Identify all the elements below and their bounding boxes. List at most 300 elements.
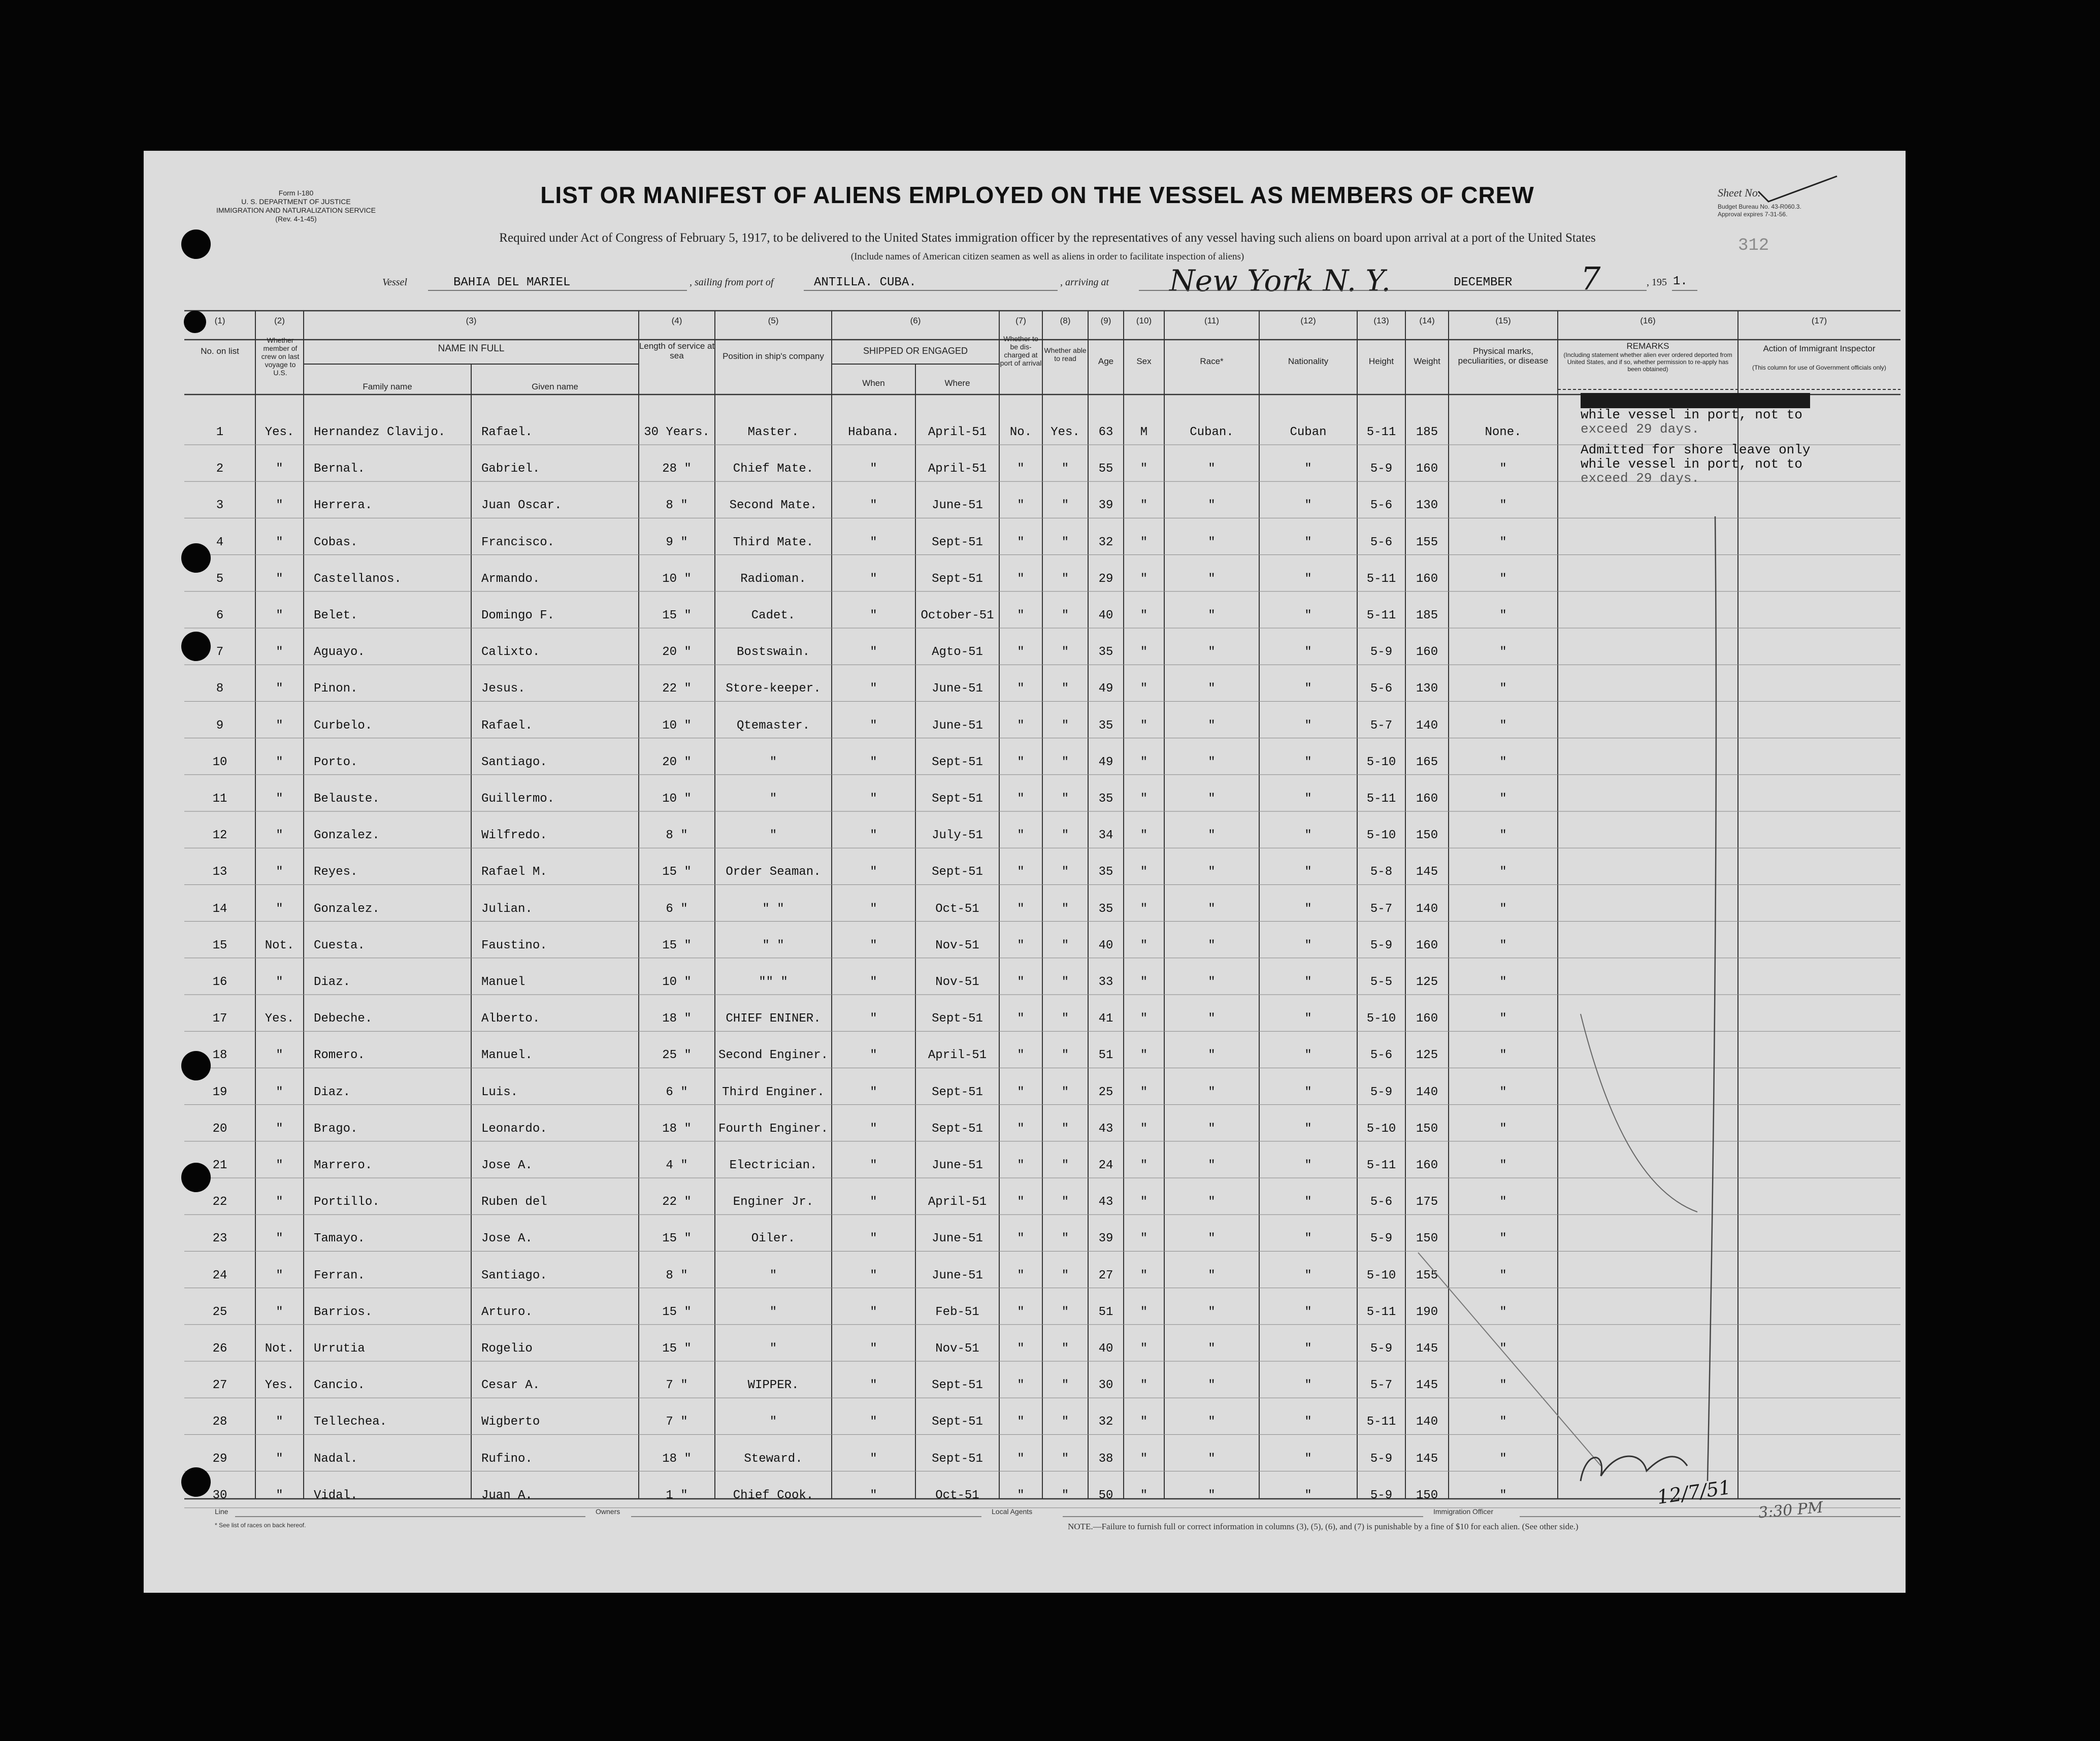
cell-weight: 165 <box>1416 755 1438 769</box>
remark-row1-line1: Admitted for shore leave only <box>1581 393 1811 408</box>
cell-family: Cuesta. <box>314 938 365 952</box>
cell-read: " <box>1061 499 1069 513</box>
cell-service: 8 " <box>666 829 688 843</box>
cell-weight: 130 <box>1416 499 1438 513</box>
binder-hole <box>184 311 206 333</box>
cell-nat: " <box>1304 1342 1312 1356</box>
cell-weight: 160 <box>1416 645 1438 660</box>
cell-age: 32 <box>1098 1415 1113 1429</box>
cell-age: 40 <box>1098 938 1113 952</box>
cell-where: April-51 <box>928 1048 987 1063</box>
cell-family: Pinon. <box>314 682 358 696</box>
cell-when: " <box>870 865 877 879</box>
cell-marks: " <box>1499 1452 1507 1466</box>
cell-disch: " <box>1017 462 1025 476</box>
cell-disch: No. <box>1009 425 1032 439</box>
cell-service: 20 " <box>662 755 692 769</box>
cell-sex: " <box>1140 975 1148 989</box>
cell-last: " <box>276 682 283 696</box>
cell-height: 5-6 <box>1370 1048 1393 1063</box>
cell-family: Vidal. <box>314 1488 358 1502</box>
cell-where: Sept-51 <box>932 1452 983 1466</box>
cell-age: 35 <box>1098 718 1113 733</box>
cell-when: " <box>870 1048 877 1063</box>
cell-sex: " <box>1140 1159 1148 1172</box>
cell-nat: " <box>1304 975 1312 989</box>
cell-disch: " <box>1017 865 1025 879</box>
cell-read: " <box>1061 682 1069 696</box>
cell-weight: 160 <box>1416 462 1438 476</box>
cell-disch: " <box>1017 1268 1025 1283</box>
year-suffix: 1. <box>1673 275 1688 288</box>
cell-disch: " <box>1017 572 1025 586</box>
cell-nat: " <box>1304 1048 1312 1063</box>
cell-marks: " <box>1499 718 1507 733</box>
remark-row2-line2: while vessel in port, not to <box>1581 456 1802 472</box>
cell-where: Sept-51 <box>932 1122 983 1136</box>
cell-weight: 140 <box>1416 1085 1438 1099</box>
cell-last: " <box>276 499 283 513</box>
cell-disch: " <box>1017 1232 1025 1246</box>
cell-marks: " <box>1499 1268 1507 1283</box>
cell-last: Yes. <box>265 1378 294 1393</box>
cell-no: 19 <box>212 1085 227 1099</box>
col16-header: REMARKS <box>1626 341 1669 351</box>
cell-nat: " <box>1304 938 1312 952</box>
cell-no: 2 <box>216 462 224 476</box>
cell-nat: " <box>1304 865 1312 879</box>
cell-given: Jose A. <box>481 1232 533 1246</box>
cell-last: Yes. <box>265 1012 294 1026</box>
cell-given: Leonardo. <box>481 1122 547 1136</box>
column-number: (7) <box>1015 316 1026 325</box>
binder-hole <box>181 229 211 259</box>
cell-position: WIPPER. <box>747 1378 799 1393</box>
cell-given: Jesus. <box>481 682 526 696</box>
cell-sex: " <box>1140 755 1148 769</box>
cell-when: " <box>870 792 877 806</box>
cell-no: 12 <box>212 829 227 843</box>
column-number: (11) <box>1204 316 1219 325</box>
cell-marks: " <box>1499 1159 1507 1172</box>
cell-nat: " <box>1304 1378 1312 1393</box>
cell-when: " <box>870 1415 877 1429</box>
cell-last: " <box>276 609 283 622</box>
cell-weight: 160 <box>1416 1012 1438 1026</box>
cell-nat: " <box>1304 1305 1312 1319</box>
cell-weight: 145 <box>1416 1342 1438 1356</box>
cell-where: June-51 <box>932 682 983 696</box>
cell-sex: " <box>1140 499 1148 513</box>
cell-disch: " <box>1017 902 1025 916</box>
cell-sex: " <box>1140 682 1148 696</box>
cell-last: Not. <box>265 938 294 952</box>
sheet-number-label: Sheet No. <box>1718 186 1761 199</box>
cell-given: Francisco. <box>481 535 555 549</box>
cell-given: Arturo. <box>481 1305 533 1319</box>
cell-age: 25 <box>1098 1085 1113 1099</box>
cell-given: Wilfredo. <box>481 829 547 843</box>
cell-no: 21 <box>212 1159 227 1172</box>
cell-disch: " <box>1017 1415 1025 1429</box>
cell-given: Santiago. <box>481 1268 547 1283</box>
col12-header: Nationality <box>1288 356 1329 366</box>
cell-given: Domingo F. <box>481 609 555 622</box>
cell-position: Second Enginer. <box>718 1048 829 1063</box>
penalty-note: NOTE.—Failure to furnish full or correct information in columns (3), (5), (6), and (7) is punishable by a fine of $10 for each alien. (See other side.) <box>1068 1522 1579 1531</box>
cell-read: " <box>1061 535 1069 549</box>
cell-race: " <box>1208 1268 1216 1283</box>
cell-race: " <box>1208 902 1216 916</box>
column-number: (17) <box>1811 316 1827 325</box>
cell-nat: " <box>1304 1415 1312 1429</box>
remark-row2-line3: exceed 29 days. <box>1581 471 1700 486</box>
cell-given: Santiago. <box>481 755 547 769</box>
cell-sex: " <box>1140 645 1148 660</box>
cell-height: 5-11 <box>1366 425 1396 439</box>
cell-last: " <box>276 902 283 916</box>
cell-last: " <box>276 865 283 879</box>
cell-last: " <box>276 1415 283 1429</box>
cell-service: 8 " <box>666 1268 688 1283</box>
cell-age: 35 <box>1098 645 1113 660</box>
cell-family: Tellechea. <box>314 1415 387 1429</box>
binder-hole <box>181 1163 211 1192</box>
cell-weight: 150 <box>1416 1122 1438 1136</box>
cell-read: " <box>1061 462 1069 476</box>
cell-nat: " <box>1304 1488 1312 1502</box>
cell-family: Gonzalez. <box>314 902 380 916</box>
arriving-port: New York N. Y. <box>1169 264 1391 298</box>
cell-position: " <box>769 829 777 843</box>
cell-disch: " <box>1017 1159 1025 1172</box>
cell-position: Master. <box>747 425 799 439</box>
cell-race: " <box>1208 829 1216 843</box>
cell-service: 30 Years. <box>644 425 710 439</box>
cell-height: 5-9 <box>1370 645 1393 660</box>
cell-nat: " <box>1304 572 1312 586</box>
cell-given: Manuel. <box>481 1048 533 1063</box>
vessel-name: BAHIA DEL MARIEL <box>453 276 571 289</box>
cell-position: Store-keeper. <box>726 682 821 696</box>
cell-height: 5-10 <box>1366 1268 1396 1283</box>
cell-race: " <box>1208 938 1216 952</box>
cell-weight: 150 <box>1416 1232 1438 1246</box>
cell-age: 49 <box>1098 755 1113 769</box>
cell-disch: " <box>1017 499 1025 513</box>
cell-when: " <box>870 1159 877 1172</box>
cell-sex: " <box>1140 609 1148 622</box>
cell-height: 5-10 <box>1366 755 1396 769</box>
cell-where: Sept-51 <box>932 865 983 879</box>
cell-given: Rafael. <box>481 425 533 439</box>
cell-height: 5-6 <box>1370 499 1393 513</box>
cell-marks: " <box>1499 755 1507 769</box>
cell-marks: " <box>1499 1048 1507 1063</box>
cell-family: Castellanos. <box>314 572 402 586</box>
cell-age: 49 <box>1098 682 1113 696</box>
cell-family: Belet. <box>314 609 358 622</box>
col14-header: Weight <box>1414 356 1440 366</box>
cell-family: Portillo. <box>314 1195 380 1209</box>
cell-no: 20 <box>212 1122 227 1136</box>
column-number: (9) <box>1100 316 1111 325</box>
cell-when: " <box>870 609 877 622</box>
cell-weight: 185 <box>1416 425 1438 439</box>
cell-height: 5-11 <box>1366 792 1396 806</box>
footer-line-label: Line <box>215 1507 228 1516</box>
column-number: (2) <box>274 316 285 325</box>
cell-race: " <box>1208 1488 1216 1502</box>
cell-read: " <box>1061 1085 1069 1099</box>
cell-service: 15 " <box>662 1232 692 1246</box>
cell-no: 8 <box>216 682 224 696</box>
cell-weight: 125 <box>1416 975 1438 989</box>
cell-where: Nov-51 <box>935 938 979 952</box>
cell-height: 5-11 <box>1366 572 1396 586</box>
cell-service: 15 " <box>662 938 692 952</box>
cell-height: 5-6 <box>1370 535 1393 549</box>
binder-hole <box>181 632 211 661</box>
cell-last: " <box>276 792 283 806</box>
cell-race: " <box>1208 792 1216 806</box>
cell-sex: " <box>1140 1415 1148 1429</box>
cell-read: " <box>1061 1122 1069 1136</box>
sailing-port: ANTILLA. CUBA. <box>814 276 916 289</box>
cell-when: " <box>870 755 877 769</box>
cell-disch: " <box>1017 609 1025 622</box>
cell-height: 5-6 <box>1370 682 1393 696</box>
cell-where: June-51 <box>932 1159 983 1172</box>
column-number: (10) <box>1136 316 1152 325</box>
cell-race: " <box>1208 1048 1216 1063</box>
cell-service: 10 " <box>662 572 692 586</box>
cell-no: 15 <box>212 938 227 952</box>
cell-nat: " <box>1304 499 1312 513</box>
cell-height: 5-9 <box>1370 1232 1393 1246</box>
cell-age: 63 <box>1098 425 1113 439</box>
col11-header: Race* <box>1200 356 1224 366</box>
cell-marks: " <box>1499 609 1507 622</box>
manifest-sheet <box>144 151 1906 1593</box>
inspection-time: 3:30 PM <box>1757 1498 1824 1522</box>
cell-service: 9 " <box>666 535 688 549</box>
cell-marks: " <box>1499 499 1507 513</box>
cell-height: 5-7 <box>1370 1378 1393 1393</box>
cell-nat: " <box>1304 1268 1312 1283</box>
cell-read: " <box>1061 792 1069 806</box>
cell-nat: " <box>1304 1159 1312 1172</box>
cell-no: 16 <box>212 975 227 989</box>
cell-disch: " <box>1017 718 1025 733</box>
cell-height: 5-5 <box>1370 975 1393 989</box>
footer-owners-label: Owners <box>596 1507 620 1516</box>
arrival-day: 7 <box>1581 260 1601 297</box>
cell-where: Agto-51 <box>932 645 983 660</box>
cell-weight: 130 <box>1416 682 1438 696</box>
cell-service: 22 " <box>662 682 692 696</box>
cell-nat: " <box>1304 1122 1312 1136</box>
approval-expiry: Approval expires 7-31-56. <box>1718 211 1788 218</box>
cell-family: Reyes. <box>314 865 358 879</box>
cell-position: Third Enginer. <box>722 1085 825 1099</box>
cell-read: " <box>1061 1452 1069 1466</box>
cell-where: Feb-51 <box>935 1305 979 1319</box>
cell-marks: " <box>1499 682 1507 696</box>
cell-where: Sept-51 <box>932 572 983 586</box>
cell-weight: 145 <box>1416 865 1438 879</box>
cell-service: 10 " <box>662 718 692 733</box>
cell-no: 3 <box>216 499 224 513</box>
cell-read: " <box>1061 1268 1069 1283</box>
cell-nat: Cuban <box>1290 425 1327 439</box>
cell-given: Calixto. <box>481 645 540 660</box>
cell-disch: " <box>1017 535 1025 549</box>
cell-age: 24 <box>1098 1159 1113 1172</box>
column-number: (12) <box>1300 316 1316 325</box>
cell-height: 5-9 <box>1370 938 1393 952</box>
cell-read: " <box>1061 1342 1069 1356</box>
cell-weight: 185 <box>1416 609 1438 622</box>
column-number: (4) <box>671 316 682 325</box>
cell-when: " <box>870 1378 877 1393</box>
cell-when: " <box>870 682 877 696</box>
cell-last: " <box>276 829 283 843</box>
cell-no: 23 <box>212 1232 227 1246</box>
cell-given: Juan A. <box>481 1488 533 1502</box>
cell-no: 1 <box>216 425 224 439</box>
cell-nat: " <box>1304 755 1312 769</box>
cell-where: June-51 <box>932 1268 983 1283</box>
cell-weight: 145 <box>1416 1452 1438 1466</box>
cell-age: 43 <box>1098 1122 1113 1136</box>
cell-service: 15 " <box>662 865 692 879</box>
column-number: (3) <box>466 316 477 325</box>
cell-nat: " <box>1304 1452 1312 1466</box>
col3b-header: Given name <box>532 382 578 391</box>
cell-where: Nov-51 <box>935 1342 979 1356</box>
cell-race: " <box>1208 1305 1216 1319</box>
cell-position: Cadet. <box>751 609 796 622</box>
col6b-header: Where <box>944 378 970 388</box>
cell-no: 30 <box>212 1488 227 1502</box>
cell-service: 4 " <box>666 1159 688 1172</box>
service-name: IMMIGRATION AND NATURALIZATION SERVICE <box>216 206 376 214</box>
cell-no: 26 <box>212 1342 227 1356</box>
cell-position: Enginer Jr. <box>733 1195 814 1209</box>
cell-service: 15 " <box>662 609 692 622</box>
page-stamp: 312 <box>1738 236 1769 255</box>
cell-race: " <box>1208 1195 1216 1209</box>
cell-age: 51 <box>1098 1048 1113 1063</box>
cell-when: " <box>870 535 877 549</box>
cell-family: Debeche. <box>314 1012 373 1026</box>
cell-weight: 150 <box>1416 829 1438 843</box>
cell-when: " <box>870 645 877 660</box>
cell-height: 5-9 <box>1370 1085 1393 1099</box>
cell-where: June-51 <box>932 718 983 733</box>
cell-disch: " <box>1017 1452 1025 1466</box>
col16-subheader: (Including statement whether alien ever ordered deported from United States, and if so, whether permission to re-apply has been obtained) <box>1563 351 1732 373</box>
cell-given: Rafael. <box>481 718 533 733</box>
remark-row1-line2: while vessel in port, not to <box>1581 407 1802 422</box>
cell-marks: " <box>1499 535 1507 549</box>
cell-position: " " <box>762 902 784 916</box>
cell-where: April-51 <box>928 425 987 439</box>
cell-race: " <box>1208 718 1216 733</box>
cell-where: April-51 <box>928 462 987 476</box>
cell-last: " <box>276 1488 283 1502</box>
cell-service: 20 " <box>662 645 692 660</box>
cell-race: " <box>1208 1378 1216 1393</box>
cell-when: " <box>870 1122 877 1136</box>
cell-last: " <box>276 1268 283 1283</box>
cell-where: October-51 <box>921 609 994 622</box>
cell-when: " <box>870 1232 877 1246</box>
column-number: (15) <box>1495 316 1511 325</box>
cell-nat: " <box>1304 792 1312 806</box>
cell-height: 5-7 <box>1370 902 1393 916</box>
arrival-month: DECEMBER <box>1454 276 1513 289</box>
cell-weight: 125 <box>1416 1048 1438 1063</box>
cell-race: " <box>1208 975 1216 989</box>
cell-age: 50 <box>1098 1488 1113 1502</box>
cell-where: Sept-51 <box>932 1012 983 1026</box>
cell-position: Oiler. <box>751 1232 796 1246</box>
cell-last: " <box>276 1159 283 1172</box>
cell-weight: 160 <box>1416 792 1438 806</box>
cell-position: Order Seaman. <box>726 865 821 879</box>
cell-age: 39 <box>1098 499 1113 513</box>
cell-where: April-51 <box>928 1195 987 1209</box>
cell-given: Manuel <box>481 975 526 989</box>
cell-last: " <box>276 572 283 586</box>
cell-race: " <box>1208 755 1216 769</box>
form-revision: (Rev. 4-1-45) <box>275 215 317 223</box>
cell-read: " <box>1061 1195 1069 1209</box>
cell-marks: " <box>1499 1195 1507 1209</box>
cell-weight: 190 <box>1416 1305 1438 1319</box>
binder-hole <box>181 1051 211 1080</box>
cell-race: " <box>1208 499 1216 513</box>
cell-sex: " <box>1140 865 1148 879</box>
cell-height: 5-11 <box>1366 1415 1396 1429</box>
cell-read: " <box>1061 572 1069 586</box>
cell-when: " <box>870 718 877 733</box>
cell-family: Romero. <box>314 1048 365 1063</box>
cell-position: " <box>769 755 777 769</box>
cell-no: 28 <box>212 1415 227 1429</box>
cell-read: " <box>1061 865 1069 879</box>
cell-nat: " <box>1304 682 1312 696</box>
cell-nat: " <box>1304 645 1312 660</box>
cell-where: June-51 <box>932 499 983 513</box>
cell-family: Aguayo. <box>314 645 365 660</box>
col7-header: Whether to be dis-charged at port of arrival <box>1000 335 1042 367</box>
cell-position: Steward. <box>744 1452 803 1466</box>
cell-read: " <box>1061 645 1069 660</box>
footer-officer-label: Immigration Officer <box>1433 1507 1493 1516</box>
cell-marks: " <box>1499 938 1507 952</box>
cell-position: Electrician. <box>729 1159 817 1172</box>
cell-nat: " <box>1304 1085 1312 1099</box>
cell-read: " <box>1061 938 1069 952</box>
cell-read: " <box>1061 1232 1069 1246</box>
cell-no: 27 <box>212 1378 227 1393</box>
cell-service: 8 " <box>666 499 688 513</box>
cell-service: 15 " <box>662 1342 692 1356</box>
cell-marks: " <box>1499 1378 1507 1393</box>
